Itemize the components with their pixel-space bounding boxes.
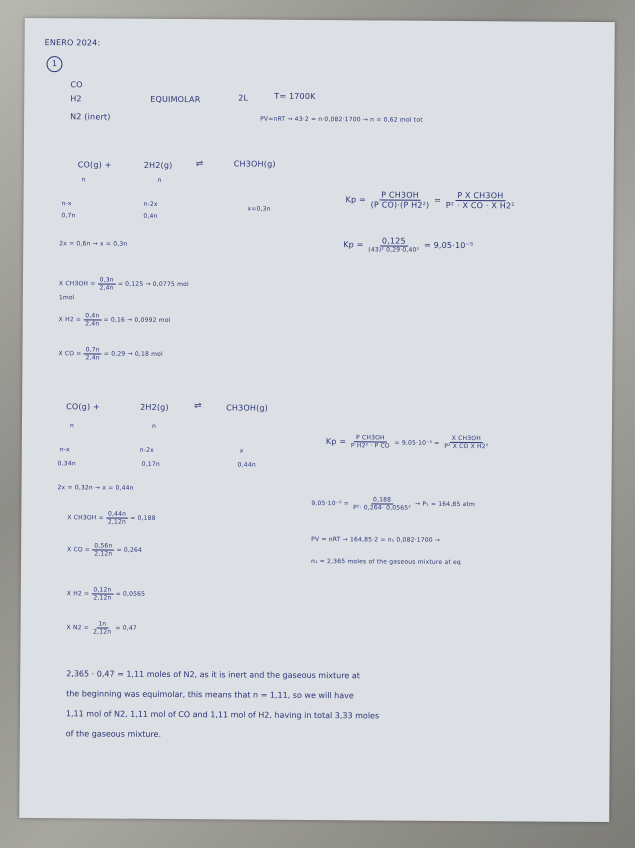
page-title: ENERO 2024: (44, 38, 101, 48)
conclusion-line-3: 1,11 mol of N2, 1,11 mol of CO and 1,11 mol of H2, having in total 3,33 moles (65, 709, 380, 721)
condition-equimolar: EQUIMOLAR (150, 94, 201, 105)
reaction2-relation: 2x = 0,32n → x = 0,44n (57, 484, 134, 492)
reaction1-change-x: x=0,3n (247, 205, 271, 213)
xh2-part2: X H2 = $\frac{0,12n}{2,12n}$ = 0,0565 (66, 586, 146, 602)
pv-equation: PV = nRT → 164,85·2 = n₁ 0,082·1700 → (311, 535, 441, 544)
reaction2-change-x: x (239, 447, 244, 455)
xch3oh-part1: X CH3OH = $\frac{0,3n}{2,4n}$ = 0,125 → 0,0775 mol (58, 276, 189, 292)
reaction2-change-h2: n-2x (139, 446, 154, 454)
kp1-calculation: Kp = $\frac{0,125}{\text{(43)² 0,29·0,40²}}$ = 9,05·10⁻⁵ (343, 236, 474, 254)
reaction2-co: CO(g) + (66, 402, 100, 412)
xch3oh-part2: X CH3OH = $\frac{0,44n}{2,12n}$ = 0,188 (67, 510, 156, 526)
kp2-expression: Kp = $\frac{\text{P CH3OH}}{\text{P H2² · P CO}}$ = 9,05·10⁻⁵ = $\frac{\text{X CH3OH}}{\text{P² X CO X H2²}}$ (325, 434, 489, 451)
reaction2-eq-co: 0,34n (57, 460, 76, 468)
reaction1-relation: 2x = 0,6n → x = 0,3n (59, 240, 128, 248)
pressure-calculation: 9,05·10⁻⁵ = $\frac{0,188}{\text{P²· 0,264· 0,0565²}}$ → P₁ = 164,85 atm (311, 496, 476, 512)
reaction2-product: CH3OH(g) (226, 403, 269, 413)
xco-part2: X CO = $\frac{0,56n}{2,12n}$ = 0,264 (67, 542, 143, 558)
reaction1-eq-h2: 0,4n (143, 212, 158, 220)
species-h2: H2 (70, 94, 82, 104)
species-co: CO (70, 80, 83, 90)
question-number: 1 (46, 56, 62, 72)
condition-temperature: T= 1700K (274, 91, 316, 101)
notebook-page (19, 18, 615, 822)
reaction1-change-co: n-x (61, 200, 72, 208)
reaction2-arrow: ⇌ (194, 401, 202, 412)
conclusion-line-2: the beginning was equimolar, this means that n = 1,11, so we will have (66, 689, 354, 701)
xco-part1: X CO = $\frac{0,7n}{2,4n}$ = 0,29 → 0,18 mol (58, 346, 163, 362)
reaction1-eq-co: 0,7n (61, 212, 76, 220)
conclusion-line-1: 2,365 · 0,47 = 1,11 moles of N2, as it is inert and the gaseous mixture at (66, 669, 360, 681)
reaction2-eq-ch3oh: 0,44n (237, 461, 256, 469)
condition-volume: 2L (238, 93, 249, 103)
reaction2-change-co: n-x (59, 446, 70, 454)
reaction1-h2: 2H2(g) (143, 160, 173, 170)
reaction2-h2: 2H2(g) (140, 402, 169, 412)
reaction2-eq-h2: 0,17n (141, 460, 160, 468)
reaction1-init-co: n (81, 176, 86, 184)
kp1-expression: Kp = $\frac{\text{P CH3OH}}{\text{(P CO)·(P H2²)}}$ = $\frac{\text{P X CH3OH}}{\text{P² · X CO · X H2²}}$ (345, 190, 515, 211)
species-n2: N2 (inert) (70, 112, 111, 122)
reaction1-change-h2: n-2x (143, 200, 158, 208)
xn2-part2: X N2 = $\frac{1n}{2,12n}$ = 0,47 (66, 620, 137, 636)
xh2-part1: X H2 = $\frac{0,4n}{2,4n}$ = 0,16 → 0,0992 mol (58, 312, 171, 328)
reaction2-init-co: n (69, 422, 74, 430)
reaction1-init-h2: n (157, 176, 162, 184)
reaction1-product: CH3OH(g) (233, 159, 276, 169)
reaction1-arrow: ⇌ (195, 159, 204, 170)
moles-result: n₁ = 2,365 moles of the gaseous mixture at eq (310, 557, 461, 567)
conclusion-line-4: of the gaseous mixture. (65, 729, 162, 739)
ideal-gas-total: PV=nRT → 43·2 = n·0,082·1700 → n = 0,62 mol tot (260, 115, 423, 124)
xch3oh-part1-note: 1mol (58, 294, 75, 302)
reaction2-init-h2: n (151, 422, 156, 430)
reaction1-co: CO(g) + (77, 160, 112, 170)
